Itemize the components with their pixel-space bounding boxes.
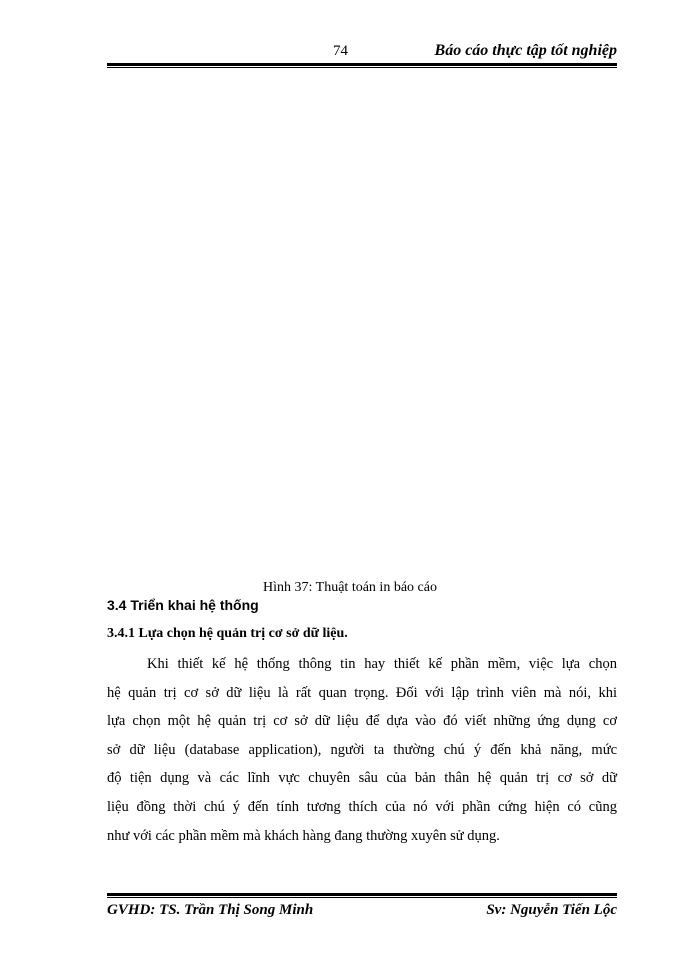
paragraph-line: sở dữ liệu (database application), người ta thường chú ý đến khả năng, mức — [107, 741, 617, 758]
body-paragraph — [107, 650, 617, 850]
paragraph-line: hệ quản trị cơ sở dữ liệu là rất quan trọng. Đối với lập trình viên mà nói, khi — [107, 684, 617, 701]
paragraph-line: độ tiện dụng và các lĩnh vực chuyên sâu của bản thân hệ quản trị cơ sở dữ — [107, 770, 617, 787]
footer-student: Sv: Nguyễn Tiến Lộc — [486, 902, 617, 918]
paragraph-line: liệu đồng thời chú ý đến tính tương thích của nó với phần cứng hiện có cũng — [107, 798, 617, 815]
footer-rule — [107, 893, 617, 898]
section-heading: 3.4 Triển khai hệ thống — [107, 597, 259, 613]
paragraph-line: Khi thiết kế hệ thống thông tin hay thiết kế phần mềm, việc lựa chọn — [147, 656, 617, 672]
page-number: 74 — [333, 43, 348, 59]
paragraph-line: lựa chọn một hệ quản trị cơ sở dữ liệu để dựa vào đó viết những ứng dụng cơ — [107, 713, 617, 730]
figure-caption: Hình 37: Thuật toán in báo cáo — [263, 580, 437, 595]
subsection-heading: 3.4.1 Lựa chọn hệ quản trị cơ sở dữ liệu. — [107, 626, 348, 641]
header-rule — [107, 63, 617, 68]
page-footer — [107, 902, 617, 924]
header-title: Báo cáo thực tập tốt nghiệp — [434, 42, 617, 59]
footer-supervisor: GVHD: TS. Trần Thị Song Minh — [107, 902, 314, 918]
figure-placeholder — [107, 80, 617, 570]
page-header — [107, 40, 617, 64]
paragraph-line: như với các phần mềm mà khách hàng đang thường xuyên sử dụng. — [107, 827, 500, 844]
